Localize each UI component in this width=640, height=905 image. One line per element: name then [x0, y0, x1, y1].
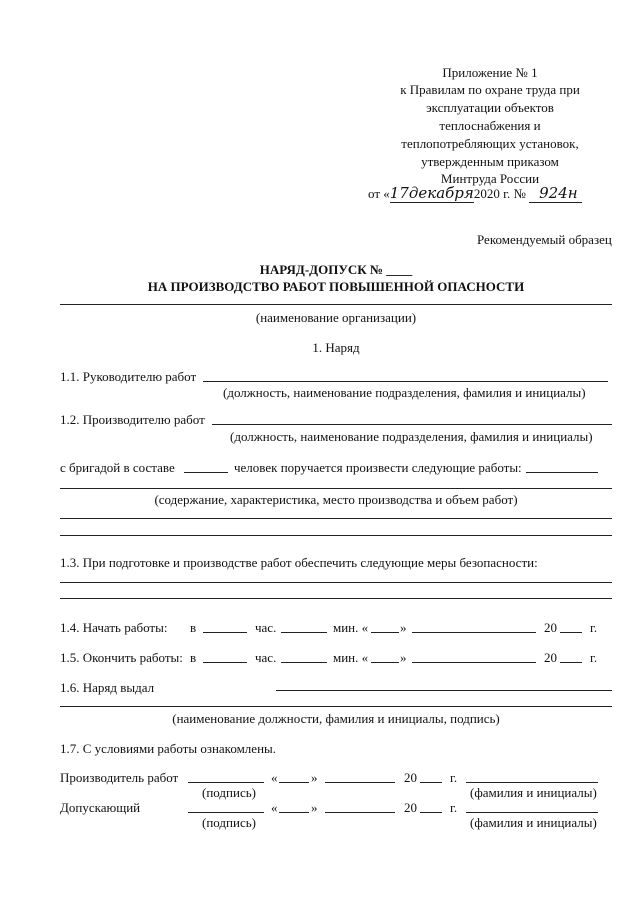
s15-hour-label: час.	[255, 650, 277, 665]
appendix-line: к Правилам по охране труда при	[400, 82, 580, 97]
works-line[interactable]	[60, 518, 612, 519]
s15-min-field[interactable]	[281, 662, 327, 663]
date-prefix: от «	[368, 186, 390, 201]
producer-label: Производитель работ	[60, 770, 179, 785]
s14-min-field[interactable]	[281, 632, 327, 633]
producer-month-field[interactable]	[325, 782, 395, 783]
s16-caption: (наименование должности, фамилия и инициалы, подпись)	[172, 711, 500, 726]
recommended-sample: Рекомендуемый образец	[477, 232, 612, 247]
date-month: декабря	[408, 184, 474, 202]
producer-open-quote: «	[271, 770, 278, 785]
s15-min-label: мин. «	[333, 650, 369, 665]
organization-caption: (наименование организации)	[255, 310, 417, 325]
s16-field[interactable]	[276, 690, 612, 691]
s15-quote: »	[400, 650, 407, 665]
appendix-line: утвержденным приказом	[421, 154, 559, 169]
s14-min-label: мин. «	[333, 620, 369, 635]
admitter-name-field[interactable]	[466, 812, 598, 813]
s15-hour-field[interactable]	[203, 662, 247, 663]
producer-close-quote: »	[311, 770, 318, 785]
s14-label: 1.4. Начать работы:	[60, 620, 168, 635]
admitter-name-caption: (фамилия и инициалы)	[470, 815, 597, 830]
admitter-close-quote: »	[311, 800, 318, 815]
s11-field[interactable]	[203, 381, 608, 382]
s14-year-label: 20	[544, 620, 557, 635]
brigade-suffix: человек поручается произвести следующие работы:	[234, 460, 522, 475]
appendix-line: теплопотребляющих установок,	[401, 136, 579, 151]
s13-label: 1.3. При подготовке и производстве работ обеспечить следующие меры безопасности:	[60, 555, 538, 570]
s15-year-label: 20	[544, 650, 557, 665]
s15-year-field[interactable]	[560, 662, 582, 663]
producer-name-caption: (фамилия и инициалы)	[470, 785, 597, 800]
appendix-line: эксплуатации объектов	[426, 100, 554, 115]
admitter-g: г.	[450, 800, 458, 815]
appendix-line: Приложение № 1	[442, 65, 538, 80]
safety-line[interactable]	[60, 582, 612, 583]
organization-line[interactable]	[60, 304, 612, 305]
appendix-header	[360, 65, 620, 187]
date-year: 2020 г. №	[473, 186, 526, 201]
s15-in: в	[190, 650, 197, 665]
admitter-day-field[interactable]	[279, 812, 309, 813]
brigade-caption: (содержание, характеристика, место производства и объем работ)	[154, 492, 518, 507]
document-title	[60, 262, 612, 296]
s14-day-field[interactable]	[371, 632, 399, 633]
appendix-line: Минтруда России	[440, 171, 540, 186]
producer-g: г.	[450, 770, 458, 785]
date-day: 17	[389, 184, 409, 202]
works-line[interactable]	[60, 535, 612, 536]
s15-month-field[interactable]	[412, 662, 536, 663]
producer-year-label: 20	[404, 770, 417, 785]
order-number: 924н	[529, 184, 582, 203]
s16-label: 1.6. Наряд выдал	[60, 680, 155, 695]
admitter-sign-caption: (подпись)	[202, 815, 256, 830]
brigade-count-field[interactable]	[184, 472, 228, 473]
s15-g: г.	[590, 650, 598, 665]
s15-label: 1.5. Окончить работы:	[60, 650, 183, 665]
producer-day-field[interactable]	[279, 782, 309, 783]
producer-sign-field[interactable]	[188, 782, 264, 783]
s14-hour-label: час.	[255, 620, 277, 635]
s12-label: 1.2. Производителю работ	[60, 412, 205, 427]
s14-quote: »	[400, 620, 407, 635]
s14-in: в	[190, 620, 197, 635]
order-date	[368, 184, 582, 202]
admitter-label: Допускающий	[60, 800, 141, 815]
s14-year-field[interactable]	[560, 632, 582, 633]
admitter-year-label: 20	[404, 800, 417, 815]
s14-month-field[interactable]	[412, 632, 536, 633]
s14-hour-field[interactable]	[203, 632, 247, 633]
brigade-prefix: с бригадой в составе	[60, 460, 175, 475]
s16-line[interactable]	[60, 706, 612, 707]
admitter-month-field[interactable]	[325, 812, 395, 813]
producer-name-field[interactable]	[466, 782, 598, 783]
admitter-year-field[interactable]	[420, 812, 442, 813]
s11-caption: (должность, наименование подразделения, фамилия и инициалы)	[223, 385, 586, 400]
title-line: НАРЯД-ДОПУСК № ____	[259, 262, 413, 277]
s15-day-field[interactable]	[371, 662, 399, 663]
producer-sign-caption: (подпись)	[202, 785, 256, 800]
works-line[interactable]	[60, 488, 612, 489]
appendix-line: теплоснабжения и	[439, 118, 541, 133]
admitter-open-quote: «	[271, 800, 278, 815]
s14-g: г.	[590, 620, 598, 635]
s17-label: 1.7. С условиями работы ознакомлены.	[60, 741, 277, 756]
title-line: НА ПРОИЗВОДСТВО РАБОТ ПОВЫШЕННОЙ ОПАСНОСТИ	[147, 279, 525, 294]
producer-year-field[interactable]	[420, 782, 442, 783]
admitter-sign-field[interactable]	[188, 812, 264, 813]
safety-line[interactable]	[60, 598, 612, 599]
s11-label: 1.1. Руководителю работ	[60, 369, 197, 384]
section-heading: 1. Наряд	[312, 340, 360, 355]
s12-caption: (должность, наименование подразделения, фамилия и инициалы)	[230, 429, 593, 444]
s12-field[interactable]	[212, 424, 612, 425]
works-field[interactable]	[526, 472, 598, 473]
